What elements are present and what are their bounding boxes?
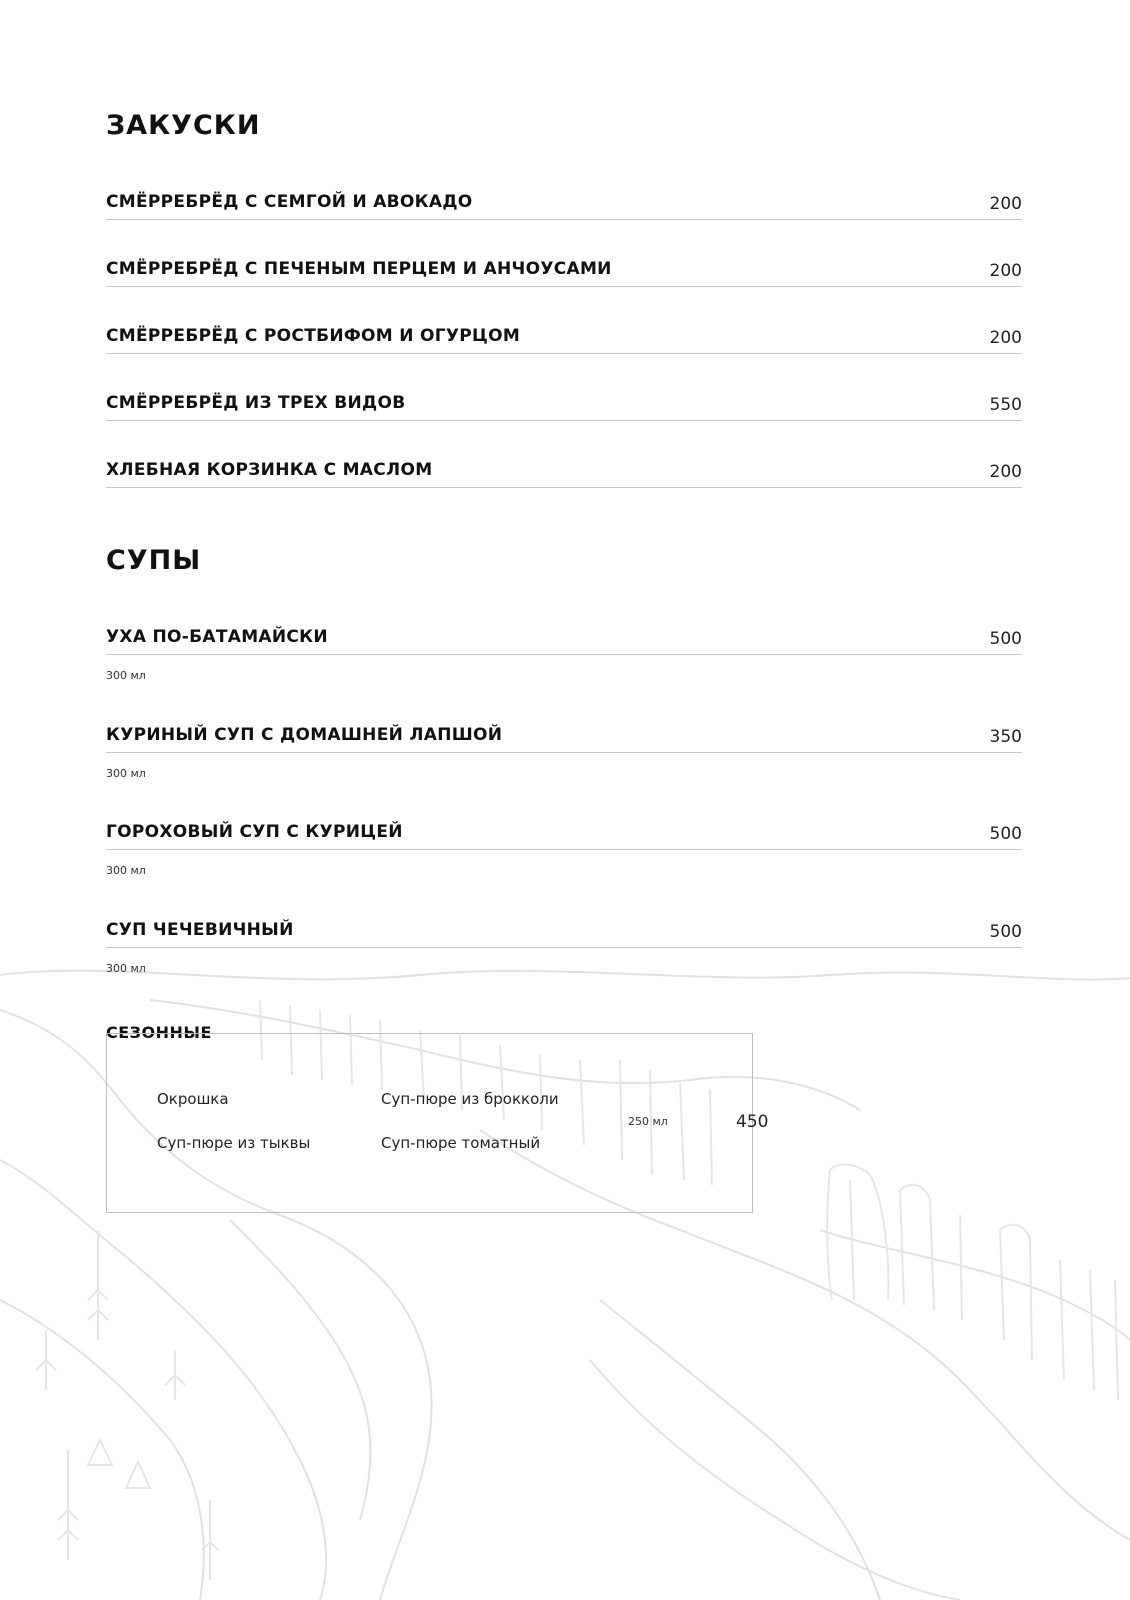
- menu-item: [106, 257, 1022, 287]
- item-price: 550: [989, 395, 1022, 415]
- seasonal-box: [106, 1033, 769, 1213]
- seasonal-item: Суп-пюре из тыквы: [157, 1134, 311, 1152]
- item-volume: 300 мл: [106, 864, 146, 877]
- menu-item: [106, 820, 1022, 850]
- item-price: 200: [989, 261, 1022, 281]
- item-name: ХЛЕБНАЯ КОРЗИНКА С МАСЛОМ: [106, 460, 433, 480]
- item-price: 350: [989, 727, 1022, 747]
- menu-item: [106, 190, 1022, 220]
- item-price: 200: [989, 194, 1022, 214]
- item-divider: [106, 353, 1022, 354]
- seasonal-volume: 250 мл: [628, 1115, 668, 1128]
- item-price: 200: [989, 328, 1022, 348]
- item-price: 200: [989, 462, 1022, 482]
- item-name: СМЁРРЕБРЁД ИЗ ТРЕХ ВИДОВ: [106, 393, 406, 413]
- menu-item: [106, 723, 1022, 753]
- seasonal-item: Суп-пюре томатный: [381, 1134, 541, 1152]
- menu-item: [106, 918, 1022, 948]
- item-name: СМЁРРЕБРЁД С ПЕЧЕНЫМ ПЕРЦЕМ И АНЧОУСАМИ: [106, 259, 612, 279]
- item-divider: [106, 219, 1022, 220]
- item-volume: 300 мл: [106, 767, 146, 780]
- item-name: СУП ЧЕЧЕВИЧНЫЙ: [106, 920, 294, 940]
- item-price: 500: [989, 824, 1022, 844]
- seasonal-item: Суп-пюре из брокколи: [381, 1090, 559, 1108]
- item-name: ГОРОХОВЫЙ СУП С КУРИЦЕЙ: [106, 822, 403, 842]
- item-name: СМЁРРЕБРЁД С СЕМГОЙ И АВОКАДО: [106, 192, 473, 212]
- item-divider: [106, 752, 1022, 753]
- seasonal-item: Окрошка: [157, 1090, 229, 1108]
- item-divider: [106, 849, 1022, 850]
- section-title-appetizers: ЗАКУСКИ: [106, 110, 261, 141]
- item-price: 500: [989, 629, 1022, 649]
- item-volume: 300 мл: [106, 962, 146, 975]
- section-title-soups: СУПЫ: [106, 545, 202, 576]
- menu-item: [106, 324, 1022, 354]
- item-volume: 300 мл: [106, 669, 146, 682]
- seasonal-price: 450: [736, 1112, 769, 1132]
- item-divider: [106, 286, 1022, 287]
- item-divider: [106, 487, 1022, 488]
- item-divider: [106, 420, 1022, 421]
- item-divider: [106, 947, 1022, 948]
- item-price: 500: [989, 922, 1022, 942]
- seasonal-title: СЕЗОННЫЕ: [106, 1023, 212, 1042]
- item-name: УХА ПО-БАТАМАЙСКИ: [106, 627, 328, 647]
- menu-item: [106, 458, 1022, 488]
- item-name: КУРИНЫЙ СУП С ДОМАШНЕЙ ЛАПШОЙ: [106, 725, 503, 745]
- menu-item: [106, 391, 1022, 421]
- item-divider: [106, 654, 1022, 655]
- item-name: СМЁРРЕБРЁД С РОСТБИФОМ И ОГУРЦОМ: [106, 326, 521, 346]
- menu-item: [106, 625, 1022, 655]
